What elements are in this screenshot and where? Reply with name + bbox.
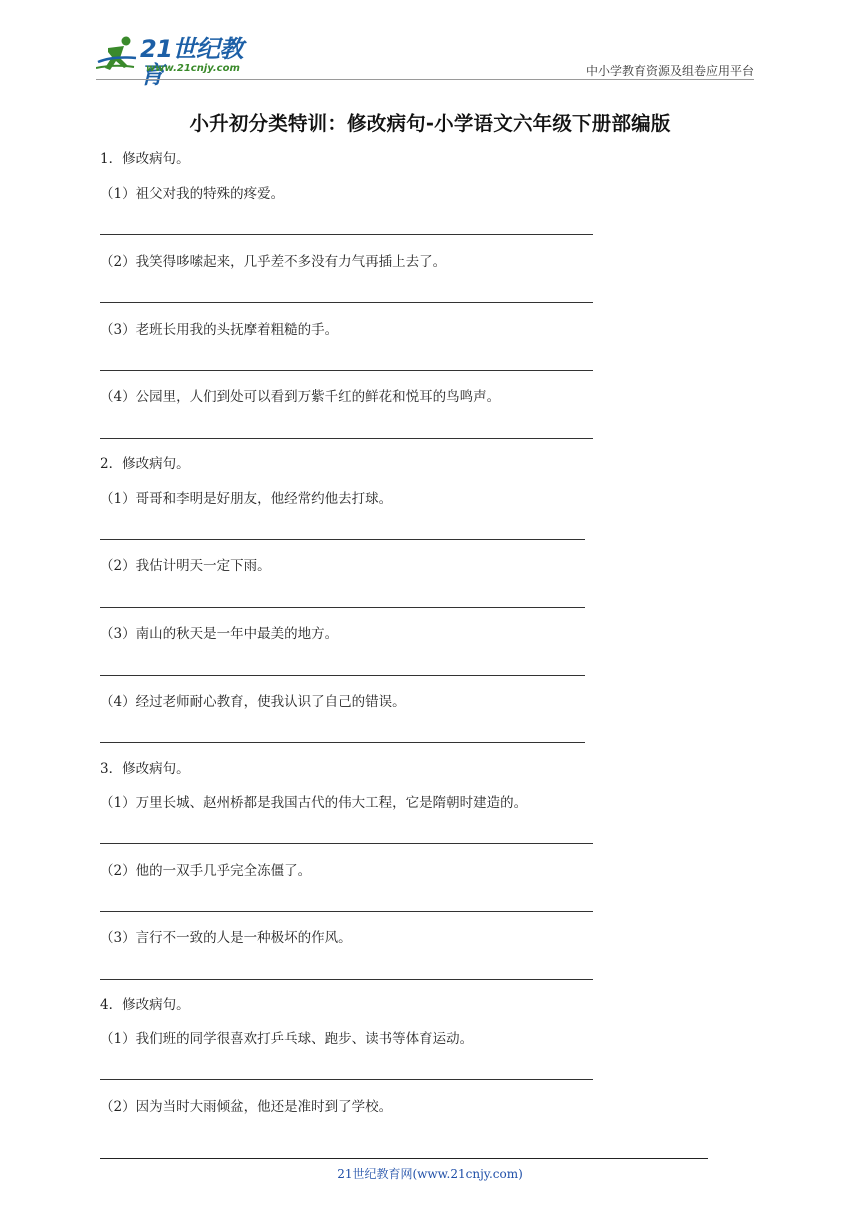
page-header [0,0,860,89]
question-item: （4）经过老师耐心教育，使我认识了自己的错误。 [100,694,406,710]
page-title: 小升初分类特训：修改病句-小学语文六年级下册部编版 [189,112,671,135]
logo-text: 21世纪教育 [140,35,243,89]
footer-link[interactable]: 21世纪教育网(www.21cnjy.com) [337,1167,523,1181]
answer-line[interactable] [100,742,585,743]
answer-line[interactable] [100,1079,593,1080]
question-heading: 4．修改病句。 [100,997,190,1013]
question-item: （1）万里长城、赵州桥都是我国古代的伟大工程，它是隋朝时建造的。 [100,795,528,811]
answer-line[interactable] [100,370,593,371]
answer-line[interactable] [100,911,593,912]
question-item: （1）我们班的同学很喜欢打乒乓球、跑步、读书等体育运动。 [100,1031,474,1047]
logo-url: www.21cnjy.com [146,63,240,74]
runner-logo-icon [96,34,138,78]
question-heading: 3．修改病句。 [100,761,190,777]
question-item: （2）我估计明天一定下雨。 [100,558,271,574]
question-item: （1）哥哥和李明是好朋友，他经常约他去打球。 [100,491,393,507]
question-item: （3）南山的秋天是一年中最美的地方。 [100,626,339,642]
question-item: （2）因为当时大雨倾盆，他还是准时到了学校。 [100,1099,393,1115]
question-item: （3）老班长用我的头抚摩着粗糙的手。 [100,322,339,338]
question-item: （3）言行不一致的人是一种极坏的作风。 [100,930,352,946]
answer-line[interactable] [100,675,585,676]
answer-line[interactable] [100,979,593,980]
header-tagline: 中小学教育资源及组卷应用平台 [585,64,754,78]
answer-line[interactable] [100,234,593,235]
answer-line[interactable] [100,607,585,608]
question-heading: 2．修改病句。 [100,456,190,472]
header-divider [96,79,754,80]
footer-divider [100,1158,708,1159]
answer-line[interactable] [100,438,593,439]
answer-line[interactable] [100,302,593,303]
answer-line[interactable] [100,539,585,540]
question-heading: 1．修改病句。 [100,151,190,167]
question-item: （2）他的一双手几乎完全冻僵了。 [100,863,312,879]
answer-line[interactable] [100,843,593,844]
question-item: （2）我笑得哆嗦起来，几乎差不多没有力气再插上去了。 [100,254,447,270]
question-item: （1）祖父对我的特殊的疼爱。 [100,186,285,202]
question-item: （4）公园里，人们到处可以看到万紫千红的鲜花和悦耳的鸟鸣声。 [100,389,501,405]
logo [96,34,266,89]
